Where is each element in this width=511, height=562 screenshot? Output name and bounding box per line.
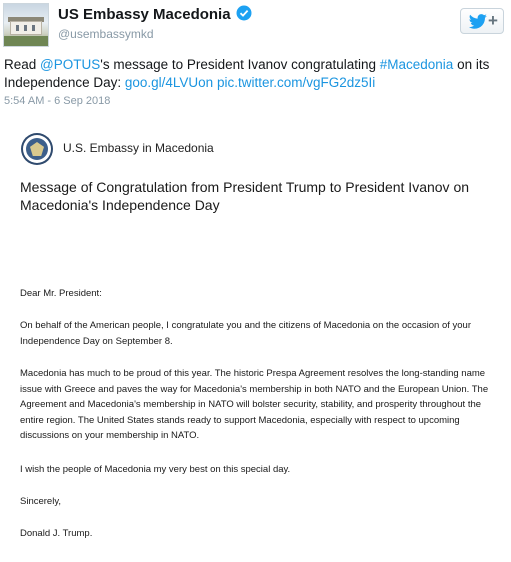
letter-paragraph: On behalf of the American people, I congratulate you and the citizens of Macedonia on the occasion of your Independence Day on September 8. [20, 320, 472, 347]
letter-salutation: Dear Mr. President: [20, 288, 102, 299]
url-link[interactable]: goo.gl/4LVUon [124, 75, 214, 90]
handle[interactable]: @usembassymkd [58, 27, 154, 41]
tweet-timestamp[interactable]: 5:54 AM - 6 Sep 2018 [4, 95, 111, 107]
display-name[interactable]: US Embassy Macedonia [58, 5, 252, 25]
tweet-header [0, 0, 511, 50]
letter-image[interactable] [0, 118, 511, 562]
avatar[interactable] [3, 3, 49, 47]
twitter-bird-icon [468, 14, 488, 30]
letter-paragraph: Macedonia has much to be proud of this year. The historic Prespa Agreement resolves the long-standing name issue with Greece and paves the way for Macedonia's membership in both NATO and the European Union. The Agreement and Macedonia's membership in NATO will bolster security, stability, and prosperity throughout the entire region. The United States stands ready to support Macedonia, especially with respect to upcoming discussions on your membership in NATO. [20, 368, 489, 442]
embassy-seal-icon [21, 133, 53, 165]
letter-signature: Donald J. Trump. [20, 528, 93, 539]
mention-link[interactable]: @POTUS [40, 57, 101, 72]
hashtag-link[interactable]: #Macedonia [379, 57, 454, 72]
follow-plus-label: + [488, 11, 498, 30]
pic-link[interactable]: pic.twitter.com/vgFG2dz5Ii [216, 75, 376, 90]
letter-title: Message of Congratulation from President Trump to President Ivanov on Macedonia's Independence Day [20, 179, 470, 213]
letter-paragraph: I wish the people of Macedonia my very best on this special day. [20, 464, 291, 475]
verified-badge-icon [236, 5, 252, 25]
letter-org: U.S. Embassy in Macedonia [63, 141, 214, 155]
letter-closing: Sincerely, [20, 496, 62, 507]
tweet-text: Read @POTUS's message to President Ivanov congratulating #Macedonia on its Independence Day: goo.gl/4LVUon pic.twitter.com/vgFG2dz5Ii [4, 57, 490, 90]
follow-button[interactable] [460, 8, 504, 34]
